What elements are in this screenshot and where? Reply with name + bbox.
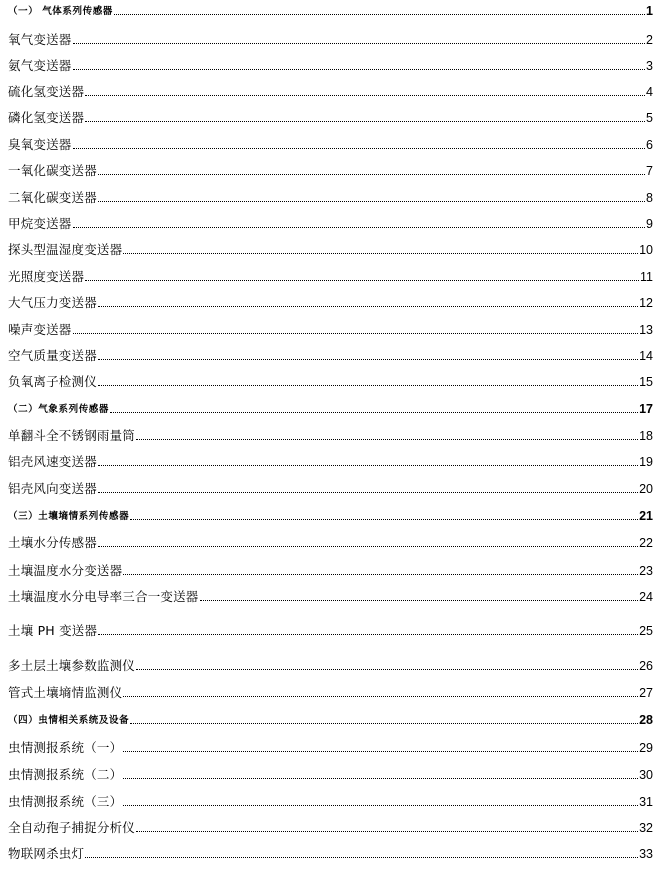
toc-row[interactable] <box>8 619 653 639</box>
toc-label: 大气压力变送器 <box>8 295 97 310</box>
toc-page-number: 8 <box>646 191 653 205</box>
toc-label: （三）土壤墒情系列传感器 <box>8 511 130 522</box>
toc-page-number: 4 <box>646 85 653 99</box>
toc-page-number: 17 <box>639 402 653 416</box>
toc-page-number: 1 <box>646 4 653 18</box>
toc-page-number: 18 <box>639 429 653 443</box>
toc-label: 土壤温度水分变送器 <box>8 563 123 578</box>
toc-row[interactable] <box>8 186 653 206</box>
toc-page-number: 14 <box>639 349 653 363</box>
toc-row[interactable] <box>8 531 653 551</box>
toc-row[interactable] <box>8 450 653 470</box>
toc-row[interactable] <box>8 504 653 524</box>
toc-page-number: 27 <box>639 686 653 700</box>
toc-page-number: 12 <box>639 296 653 310</box>
toc-row[interactable] <box>8 291 653 311</box>
dot-leader <box>73 227 646 228</box>
toc-label: （四）虫情相关系统及设备 <box>8 715 130 726</box>
toc-page-number: 21 <box>639 509 653 523</box>
dot-leader <box>98 634 638 635</box>
toc-page-number: 22 <box>639 536 653 550</box>
toc-page-number: 31 <box>639 795 653 809</box>
dot-leader <box>130 723 638 724</box>
toc-label: 虫情测报系统（三） <box>8 794 123 809</box>
dot-leader <box>136 669 638 670</box>
toc-row[interactable] <box>8 238 653 258</box>
toc-row[interactable] <box>8 424 653 444</box>
dot-leader <box>98 201 645 202</box>
dot-leader <box>73 333 639 334</box>
dot-leader <box>98 174 645 175</box>
dot-leader <box>85 121 645 122</box>
toc-row[interactable] <box>8 654 653 674</box>
toc-row[interactable] <box>8 585 653 605</box>
dot-leader <box>130 519 638 520</box>
dot-leader <box>98 465 638 466</box>
toc-page-number: 30 <box>639 768 653 782</box>
toc-label: 硫化氢变送器 <box>8 84 85 99</box>
toc-page-number: 10 <box>639 243 653 257</box>
toc-label: 光照度变送器 <box>8 269 85 284</box>
toc-row[interactable] <box>8 790 653 810</box>
toc-label: 土壤水分传感器 <box>8 535 97 550</box>
dot-leader <box>123 805 638 806</box>
dot-leader <box>73 148 646 149</box>
toc-label: 氧气变送器 <box>8 32 72 47</box>
dot-leader <box>85 280 639 281</box>
toc-label: 铝壳风速变送器 <box>8 454 97 469</box>
toc-label: 噪声变送器 <box>8 322 72 337</box>
dot-leader <box>110 412 638 413</box>
toc-row[interactable] <box>8 477 653 497</box>
toc-page-number: 6 <box>646 138 653 152</box>
toc-label: 臭氧变送器 <box>8 137 72 152</box>
toc-row[interactable] <box>8 0 653 19</box>
dot-leader <box>123 574 638 575</box>
toc-label: 铝壳风向变送器 <box>8 481 97 496</box>
dot-leader <box>85 95 645 96</box>
toc-label: （一） 气体系列传感器 <box>8 6 113 17</box>
toc-label: 土壤 PH 变送器 <box>8 623 98 638</box>
toc-row[interactable] <box>8 681 653 701</box>
toc-page-number: 2 <box>646 33 653 47</box>
toc-label: 氨气变送器 <box>8 58 72 73</box>
toc-label: 负氧离子检测仪 <box>8 374 97 389</box>
dot-leader <box>123 778 638 779</box>
toc-page-number: 3 <box>646 59 653 73</box>
toc-label: 多土层土壤参数监测仪 <box>8 658 136 673</box>
toc-label: 虫情测报系统（二） <box>8 767 123 782</box>
dot-leader <box>98 359 638 360</box>
toc-page-number: 13 <box>639 323 653 337</box>
dot-leader <box>98 492 638 493</box>
toc-label: 磷化氢变送器 <box>8 110 85 125</box>
toc-row[interactable] <box>8 318 653 338</box>
toc-page-number: 23 <box>639 564 653 578</box>
toc-row[interactable] <box>8 344 653 364</box>
toc-row[interactable] <box>8 54 653 74</box>
toc-label: 全自动孢子捕捉分析仪 <box>8 820 136 835</box>
toc-label: 虫情测报系统（一） <box>8 740 123 755</box>
toc-page-number: 11 <box>640 270 653 284</box>
dot-leader <box>123 696 638 697</box>
toc-row[interactable] <box>8 370 653 390</box>
dot-leader <box>123 253 638 254</box>
dot-leader <box>73 69 646 70</box>
dot-leader <box>98 306 638 307</box>
toc-label: 空气质量变送器 <box>8 348 97 363</box>
toc-row[interactable] <box>8 106 653 126</box>
dot-leader <box>85 857 638 858</box>
toc-label: 单翻斗全不锈钢雨量筒 <box>8 428 136 443</box>
toc-label: 甲烷变送器 <box>8 216 72 231</box>
toc-row[interactable] <box>8 265 653 285</box>
toc-row[interactable] <box>8 28 653 48</box>
toc-page-number: 32 <box>639 821 653 835</box>
toc-page-number: 7 <box>646 164 653 178</box>
toc-row[interactable] <box>8 736 653 756</box>
dot-leader <box>114 14 645 15</box>
toc-page-number: 26 <box>639 659 653 673</box>
toc-label: 土壤温度水分电导率三合一变送器 <box>8 589 199 604</box>
toc-page-number: 5 <box>646 111 653 125</box>
toc-page-number: 9 <box>646 217 653 231</box>
toc-page-number: 24 <box>639 590 653 604</box>
toc-label: 二氧化碳变送器 <box>8 190 97 205</box>
dot-leader <box>200 600 639 601</box>
toc-page-number: 25 <box>639 624 653 638</box>
toc-label: 探头型温湿度变送器 <box>8 242 123 257</box>
toc-row[interactable] <box>8 397 653 417</box>
toc-page-number: 33 <box>639 847 653 861</box>
toc-label: 一氧化碳变送器 <box>8 163 97 178</box>
toc-label: 管式土壤墒情监测仪 <box>8 685 123 700</box>
toc-row[interactable] <box>8 80 653 100</box>
dot-leader <box>98 546 638 547</box>
dot-leader <box>73 43 646 44</box>
dot-leader <box>123 751 638 752</box>
toc-row[interactable] <box>8 133 653 153</box>
toc-row[interactable] <box>8 159 653 179</box>
toc-page-number: 29 <box>639 741 653 755</box>
dot-leader <box>98 385 638 386</box>
toc-row[interactable] <box>8 842 653 862</box>
toc-page-number: 20 <box>639 482 653 496</box>
toc-page-number: 15 <box>639 375 653 389</box>
dot-leader <box>136 831 638 832</box>
toc-label: 物联网杀虫灯 <box>8 846 85 861</box>
toc-row[interactable] <box>8 816 653 836</box>
dot-leader <box>136 439 638 440</box>
toc-page-number: 28 <box>639 713 653 727</box>
toc-page-number: 19 <box>639 455 653 469</box>
toc-row[interactable] <box>8 212 653 232</box>
toc-row[interactable] <box>8 708 653 728</box>
toc-row[interactable] <box>8 763 653 783</box>
toc-label: （二）气象系列传感器 <box>8 404 110 415</box>
toc-row[interactable] <box>8 559 653 579</box>
